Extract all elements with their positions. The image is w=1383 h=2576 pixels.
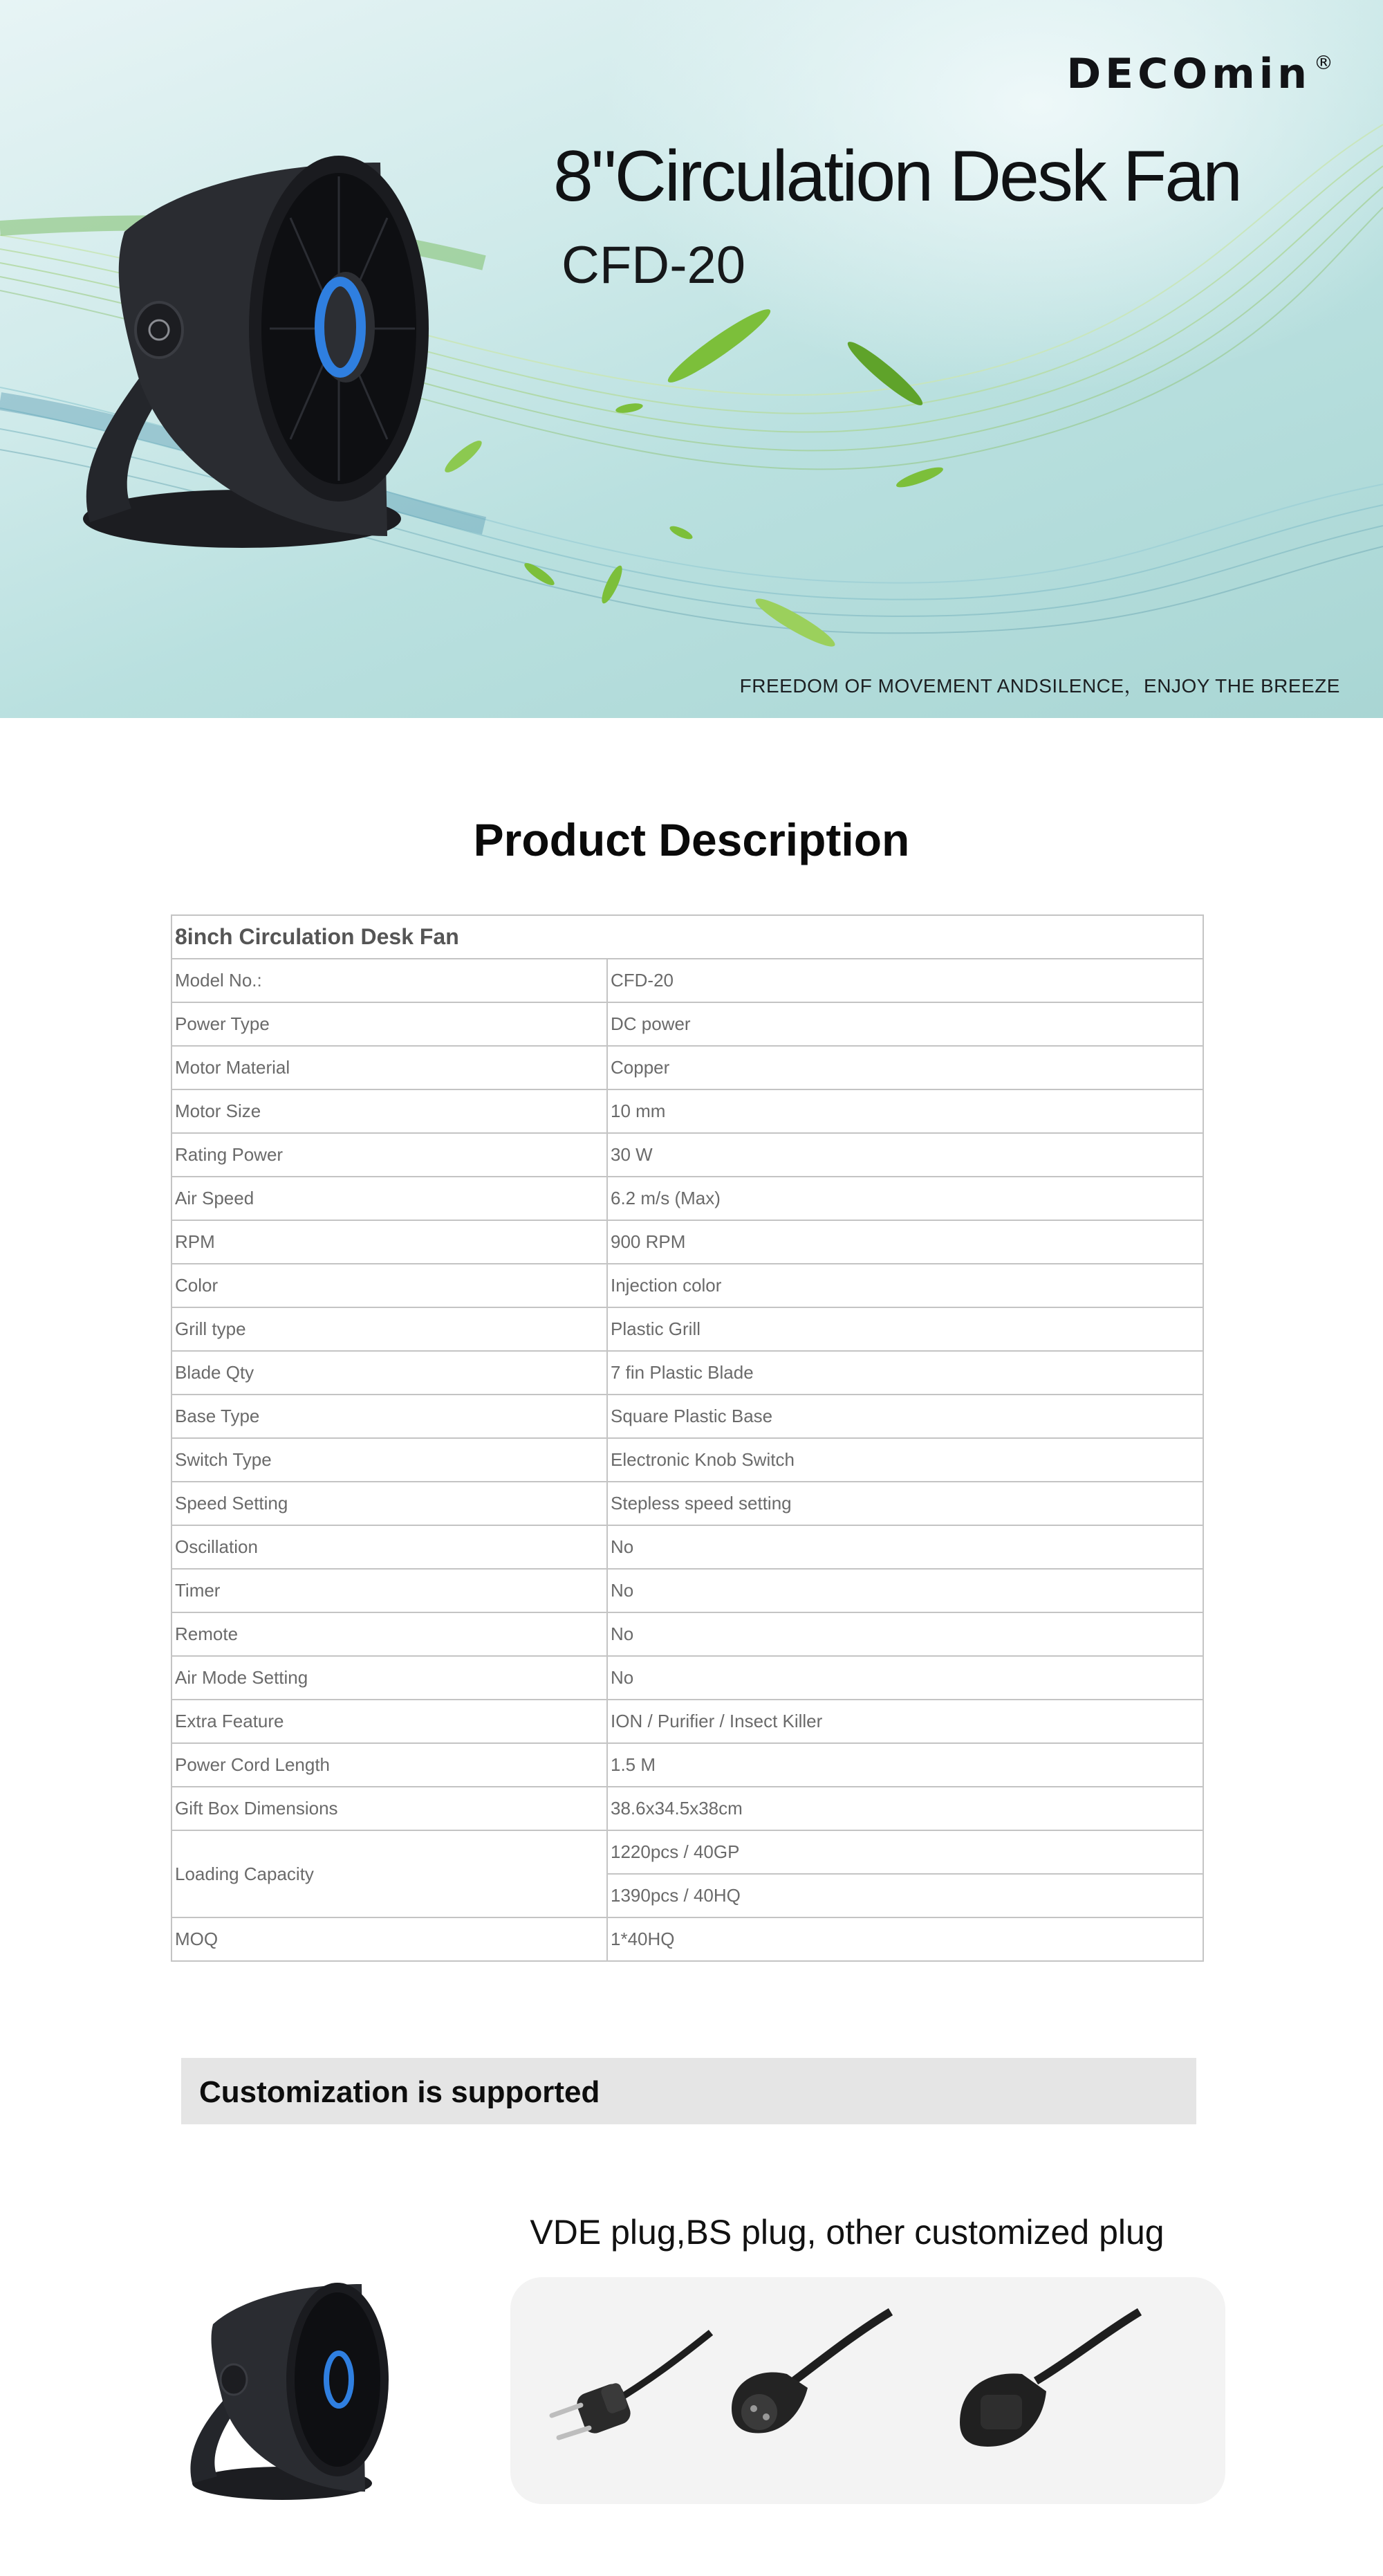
spec-label: Oscillation <box>171 1525 607 1569</box>
spec-label: Color <box>171 1264 607 1307</box>
spec-label: Speed Setting <box>171 1482 607 1525</box>
spec-row <box>171 1787 1203 1830</box>
spec-row-moq <box>171 1917 1203 1961</box>
spec-table <box>171 914 1204 1962</box>
spec-value: 1.5 M <box>607 1743 1203 1787</box>
spec-value: Injection color <box>607 1264 1203 1307</box>
fan-thumbnail <box>178 2276 400 2511</box>
spec-value: DC power <box>607 1002 1203 1046</box>
spec-label: Air Speed <box>171 1177 607 1220</box>
spec-row <box>171 1351 1203 1395</box>
spec-label: Timer <box>171 1569 607 1612</box>
spec-row <box>171 1395 1203 1438</box>
spec-label: Blade Qty <box>171 1351 607 1395</box>
schuko-plug-icon <box>718 2305 898 2471</box>
spec-row <box>171 959 1203 1002</box>
vde-plug-icon <box>538 2319 718 2471</box>
spec-row <box>171 1482 1203 1525</box>
spec-value: Electronic Knob Switch <box>607 1438 1203 1482</box>
spec-value: No <box>607 1569 1203 1612</box>
spec-row <box>171 1307 1203 1351</box>
brand-logo <box>1066 50 1333 98</box>
spec-value: ION / Purifier / Insect Killer <box>607 1700 1203 1743</box>
spec-row <box>171 1569 1203 1612</box>
spec-label: Power Type <box>171 1002 607 1046</box>
spec-row <box>171 1002 1203 1046</box>
spec-label: Remote <box>171 1612 607 1656</box>
spec-caption: 8inch Circulation Desk Fan <box>171 915 1203 959</box>
customization-banner <box>181 2058 1196 2124</box>
spec-value: 10 mm <box>607 1089 1203 1133</box>
spec-value: 6.2 m/s (Max) <box>607 1177 1203 1220</box>
spec-value: Stepless speed setting <box>607 1482 1203 1525</box>
spec-value: Square Plastic Base <box>607 1395 1203 1438</box>
spec-label: Extra Feature <box>171 1700 607 1743</box>
spec-value: 7 fin Plastic Blade <box>607 1351 1203 1395</box>
spec-value: Plastic Grill <box>607 1307 1203 1351</box>
spec-row <box>171 1046 1203 1089</box>
spec-value: 1220pcs / 40GP <box>607 1830 1203 1874</box>
hero-model: CFD-20 <box>561 236 746 295</box>
fan-illustration <box>62 149 449 571</box>
spec-row-loading <box>171 1830 1203 1874</box>
spec-row <box>171 1656 1203 1700</box>
spec-label: Motor Material <box>171 1046 607 1089</box>
spec-value: 38.6x34.5x38cm <box>607 1787 1203 1830</box>
spec-caption-row <box>171 915 1203 959</box>
spec-label: MOQ <box>171 1917 607 1961</box>
plug-panel <box>510 2277 1225 2504</box>
spec-row <box>171 1525 1203 1569</box>
registered-mark: ® <box>1314 51 1333 74</box>
spec-value: No <box>607 1656 1203 1700</box>
spec-value: 900 RPM <box>607 1220 1203 1264</box>
spec-label: Gift Box Dimensions <box>171 1787 607 1830</box>
spec-row <box>171 1743 1203 1787</box>
spec-value: 1*40HQ <box>607 1917 1203 1961</box>
customization-label: Customization is supported <box>199 2075 600 2109</box>
spec-row <box>171 1089 1203 1133</box>
spec-label: Base Type <box>171 1395 607 1438</box>
spec-row <box>171 1438 1203 1482</box>
spec-value: No <box>607 1525 1203 1569</box>
spec-row <box>171 1133 1203 1177</box>
hero-title: 8"Circulation Desk Fan <box>553 136 1241 217</box>
hero-tagline: FREEDOM OF MOVEMENT ANDSILENCE，ENJOY THE BREEZE <box>739 675 1340 697</box>
spec-label: Model No.: <box>171 959 607 1002</box>
spec-label: Loading Capacity <box>171 1830 607 1917</box>
spec-label: Rating Power <box>171 1133 607 1177</box>
spec-row <box>171 1177 1203 1220</box>
spec-label: Motor Size <box>171 1089 607 1133</box>
spec-label: RPM <box>171 1220 607 1264</box>
section-title: Product Description <box>473 814 910 865</box>
spec-row <box>171 1700 1203 1743</box>
plug-heading: VDE plug,BS plug, other customized plug <box>530 2213 1164 2252</box>
spec-label: Grill type <box>171 1307 607 1351</box>
spec-value: No <box>607 1612 1203 1656</box>
spec-label: Air Mode Setting <box>171 1656 607 1700</box>
bs-plug-icon <box>939 2305 1147 2478</box>
spec-row <box>171 1220 1203 1264</box>
brand-name: DECOmin <box>1066 50 1311 98</box>
hero-banner <box>0 0 1383 718</box>
spec-value: 1390pcs / 40HQ <box>607 1874 1203 1917</box>
spec-row <box>171 1264 1203 1307</box>
spec-value: Copper <box>607 1046 1203 1089</box>
spec-label: Power Cord Length <box>171 1743 607 1787</box>
spec-row <box>171 1612 1203 1656</box>
spec-label: Switch Type <box>171 1438 607 1482</box>
spec-value: CFD-20 <box>607 959 1203 1002</box>
spec-value: 30 W <box>607 1133 1203 1177</box>
